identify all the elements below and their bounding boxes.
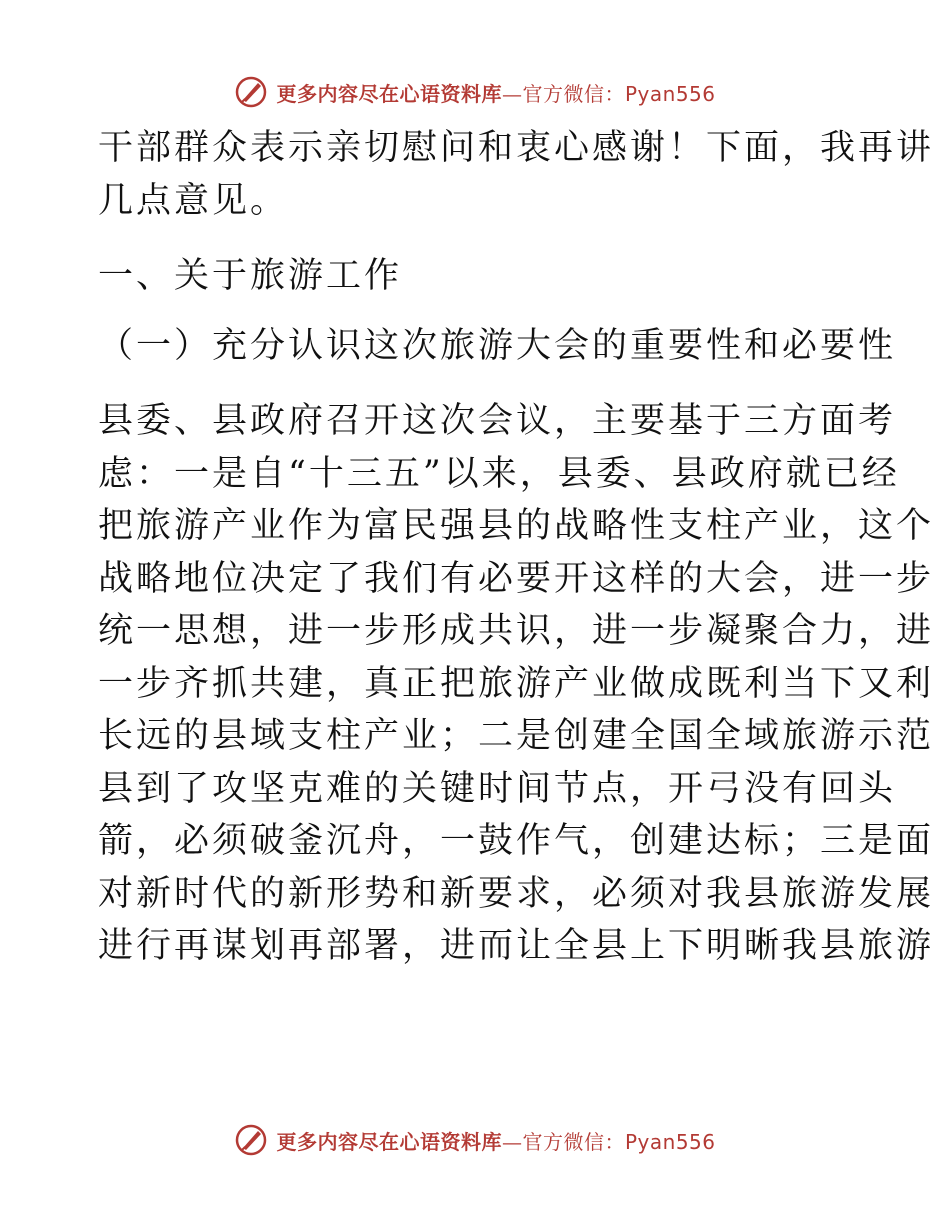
body-line-6: 一步齐抓共建，真正把旅游产业做成既利当下又利 (98, 663, 935, 704)
quill-logo-icon (234, 1123, 268, 1157)
watermark-text (276, 78, 715, 107)
body-line-10: 对新时代的新形势和新要求，必须对我县旅游发展 (98, 873, 935, 914)
watermark-label: 官方微信： (522, 81, 625, 106)
watermark-main: 更多内容尽在心语资料库 (276, 1129, 502, 1154)
header-watermark (0, 72, 950, 112)
body-line-9: 箭，必须破釜沉舟，一鼓作气，创建达标；三是面 (98, 821, 935, 861)
body-line-11: 进行再谋划再部署，进而让全县上下明晰我县旅游 (98, 926, 935, 966)
watermark-main: 更多内容尽在心语资料库 (276, 81, 502, 106)
intro-line-2: 几点意见。 (98, 180, 289, 221)
watermark-text (276, 1126, 715, 1155)
watermark-handle: Pyan556 (624, 1129, 716, 1154)
watermark-label: 官方微信： (522, 1129, 625, 1154)
body-line-5: 统一思想，进一步形成共识，进一步凝聚合力，进 (98, 611, 935, 651)
intro-line-1: 干部群众表示亲切慰问和衷心感谢！下面，我再讲 (98, 128, 935, 168)
body-line-2: 虑：一是自“十三五”以来，县委、县政府就已经 (98, 453, 900, 494)
watermark-dash: — (501, 1129, 523, 1154)
watermark-dash: — (501, 81, 523, 106)
document-body (98, 122, 935, 973)
body-line-7: 长远的县域支柱产业；二是创建全国全域旅游示范 (98, 716, 935, 756)
quill-logo-icon (234, 75, 268, 109)
body-line-4: 战略地位决定了我们有必要开这样的大会，进一步 (98, 558, 935, 599)
footer-watermark (0, 1120, 950, 1160)
body-line-8: 县到了攻坚克难的关键时间节点，开弓没有回头 (98, 768, 897, 809)
body-line-1: 县委、县政府召开这次会议，主要基于三方面考 (98, 401, 897, 441)
body-line-3: 把旅游产业作为富民强县的战略性支柱产业，这个 (98, 506, 935, 546)
subsection-heading: （一）充分认识这次旅游大会的重要性和必要性 (98, 326, 897, 366)
watermark-handle: Pyan556 (624, 81, 716, 106)
section-heading: 一、关于旅游工作 (98, 256, 403, 296)
